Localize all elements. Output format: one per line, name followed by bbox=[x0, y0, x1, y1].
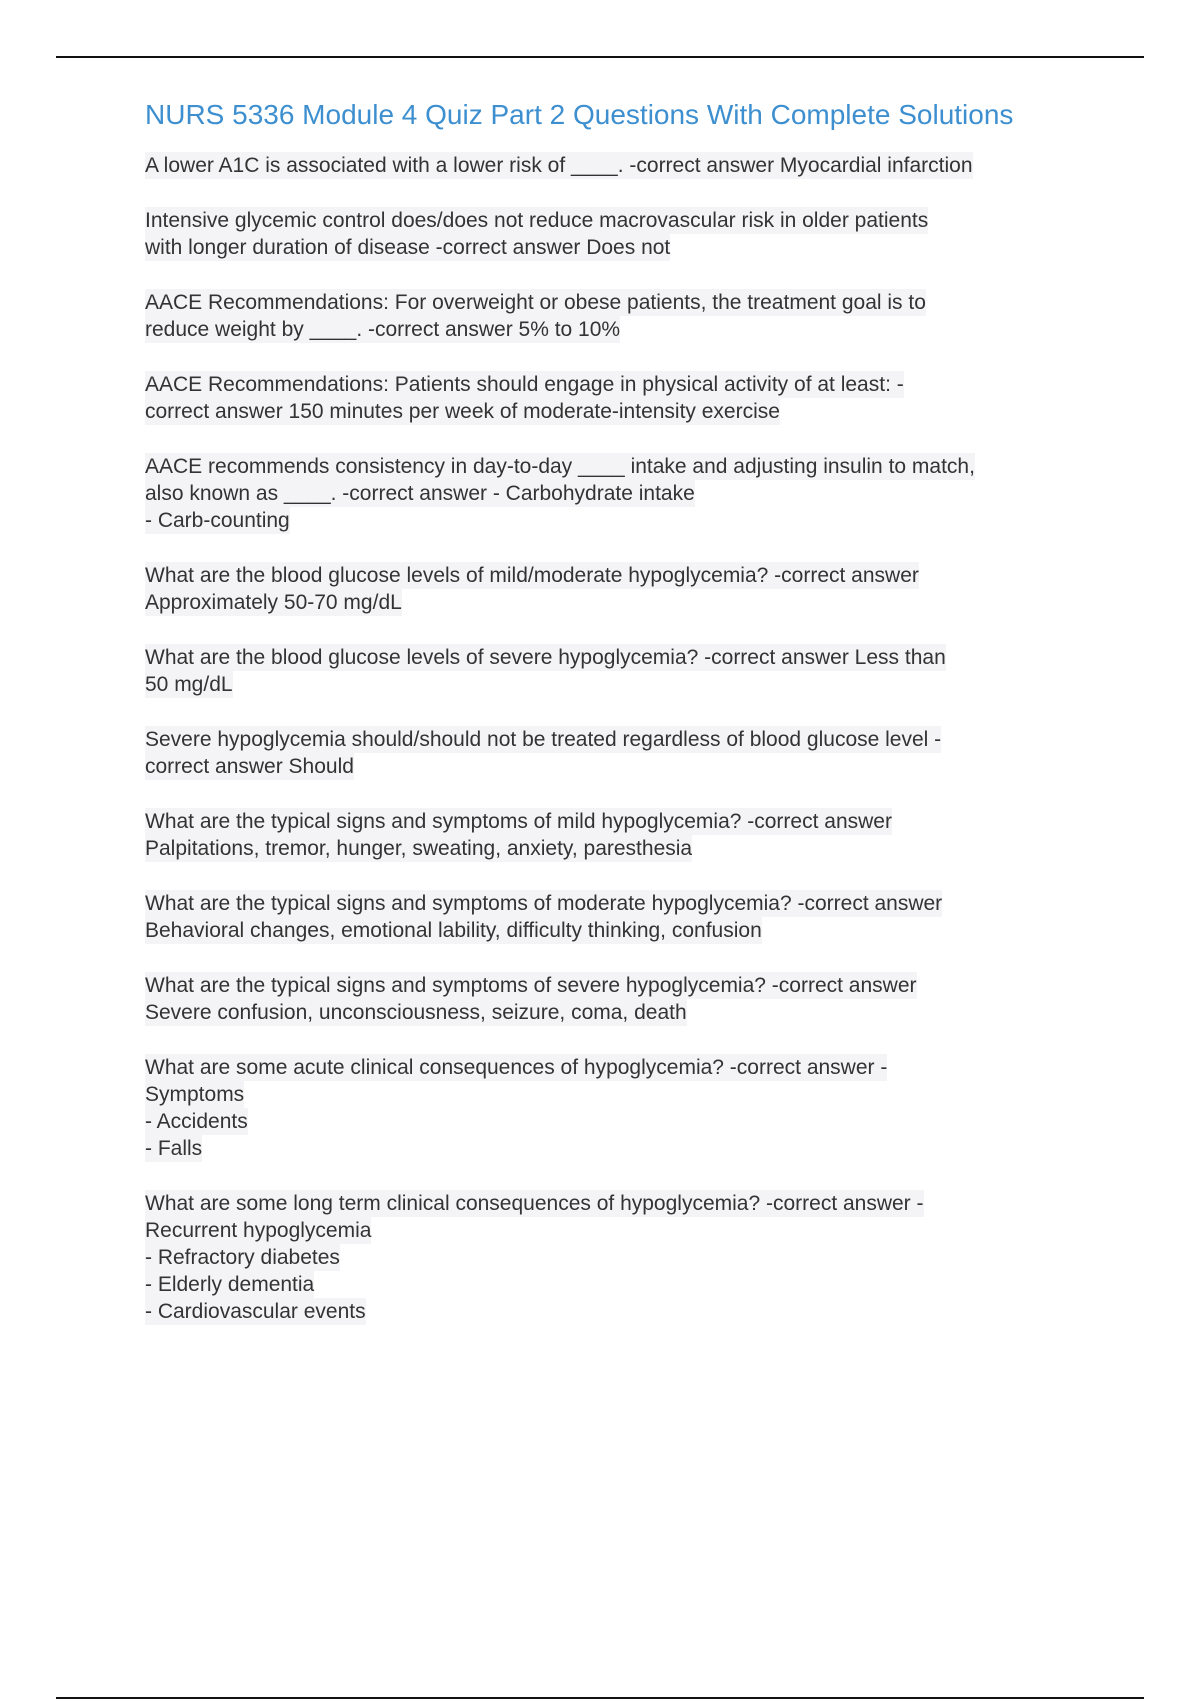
qa-line: What are the blood glucose levels of severe hypoglycemia? -correct answer Less than bbox=[145, 646, 946, 669]
qa-line: What are some long term clinical consequences of hypoglycemia? -correct answer - bbox=[145, 1192, 924, 1215]
qa-item bbox=[145, 371, 1095, 425]
qa-line: Recurrent hypoglycemia bbox=[145, 1219, 372, 1242]
qa-line: Symptoms bbox=[145, 1083, 245, 1106]
qa-line: 50 mg/dL bbox=[145, 673, 233, 696]
qa-item bbox=[145, 289, 1095, 343]
qa-line: reduce weight by ____. -correct answer 5% to 10% bbox=[145, 318, 621, 341]
document-title: NURS 5336 Module 4 Quiz Part 2 Questions With Complete Solutions bbox=[145, 99, 1014, 130]
document-body bbox=[145, 96, 1095, 1353]
qa-line: Severe confusion, unconsciousness, seizure, coma, death bbox=[145, 1001, 687, 1024]
qa-line: AACE Recommendations: For overweight or obese patients, the treatment goal is to bbox=[145, 291, 926, 314]
qa-item bbox=[145, 972, 1095, 1026]
qa-line: AACE recommends consistency in day-to-day ____ intake and adjusting insulin to match, bbox=[145, 455, 975, 478]
qa-line: What are the typical signs and symptoms of moderate hypoglycemia? -correct answer bbox=[145, 892, 943, 915]
qa-line: Intensive glycemic control does/does not reduce macrovascular risk in older patients bbox=[145, 209, 929, 232]
qa-line: Approximately 50-70 mg/dL bbox=[145, 591, 402, 614]
qa-item bbox=[145, 453, 1095, 534]
qa-item bbox=[145, 644, 1095, 698]
top-rule bbox=[56, 56, 1144, 58]
qa-item bbox=[145, 152, 1095, 179]
qa-line: Severe hypoglycemia should/should not be treated regardless of blood glucose level - bbox=[145, 728, 942, 751]
qa-line: - Refractory diabetes bbox=[145, 1246, 340, 1269]
qa-item bbox=[145, 1054, 1095, 1162]
qa-line: correct answer Should bbox=[145, 755, 354, 778]
qa-line: - Falls bbox=[145, 1137, 203, 1160]
qa-line: with longer duration of disease -correct answer Does not bbox=[145, 236, 671, 259]
qa-line: AACE Recommendations: Patients should engage in physical activity of at least: - bbox=[145, 373, 904, 396]
qa-line: - Carb-counting bbox=[145, 509, 290, 532]
qa-item bbox=[145, 890, 1095, 944]
qa-line: Palpitations, tremor, hunger, sweating, anxiety, paresthesia bbox=[145, 837, 693, 860]
qa-line: Behavioral changes, emotional lability, difficulty thinking, confusion bbox=[145, 919, 762, 942]
qa-item bbox=[145, 562, 1095, 616]
qa-item bbox=[145, 726, 1095, 780]
qa-line: What are some acute clinical consequences of hypoglycemia? -correct answer - bbox=[145, 1056, 888, 1079]
bottom-rule bbox=[56, 1697, 1144, 1699]
qa-item bbox=[145, 207, 1095, 261]
qa-line: What are the typical signs and symptoms of mild hypoglycemia? -correct answer bbox=[145, 810, 892, 833]
qa-line: - Elderly dementia bbox=[145, 1273, 315, 1296]
qa-item bbox=[145, 808, 1095, 862]
qa-line: What are the blood glucose levels of mild/moderate hypoglycemia? -correct answer bbox=[145, 564, 919, 587]
qa-line: also known as ____. -correct answer - Carbohydrate intake bbox=[145, 482, 695, 505]
qa-line: correct answer 150 minutes per week of moderate-intensity exercise bbox=[145, 400, 780, 423]
qa-item bbox=[145, 1190, 1095, 1325]
qa-line: - Cardiovascular events bbox=[145, 1300, 366, 1323]
qa-line: What are the typical signs and symptoms of severe hypoglycemia? -correct answer bbox=[145, 974, 917, 997]
qa-line: A lower A1C is associated with a lower risk of ____. -correct answer Myocardial infarction bbox=[145, 154, 973, 177]
qa-line: - Accidents bbox=[145, 1110, 248, 1133]
